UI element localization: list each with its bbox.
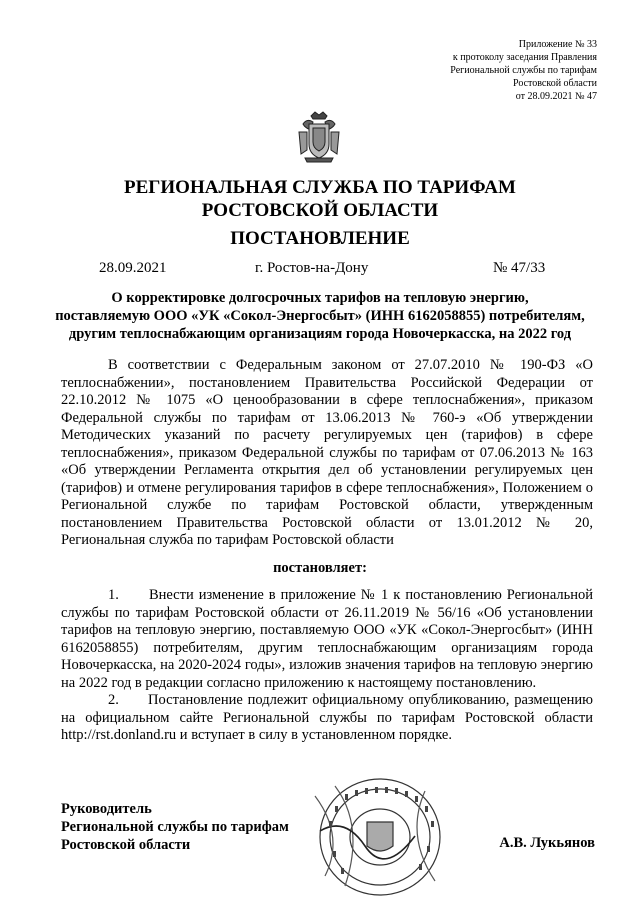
- appendix-line: к протоколу заседания Правления: [452, 52, 597, 63]
- preamble: [61, 357, 593, 550]
- preamble-text: В соответствии с Федеральным законом от 27.07.2010 № 190-ФЗ «О теплоснабжении», постановлением Правительства Российской Федерации от 22.10.2012 № 1075 «О ценообразовании в сфере теплоснабжения», приказом Федеральной службы по тарифам от 13.06.2013 № 760-э «Об утверждении Методических указаний по расчету регулируемых цен (тарифов) в сфере теплоснабжения», приказом Федеральной службы по тарифам от 07.06.2013 № 163 «Об утверждении Регламента открытия дел об установлении регулируемых цен (тарифов) и отмене регулирования тарифов в сфере теплоснабжения», Положением о Региональной службе по тарифам Ростовской области, утвержденным постановлением Правительства Ростовской области от 13.01.2012 № 20, Региональная служба по тарифам Ростовской области: [61, 357, 593, 548]
- resolution-item-1: 1. Внести изменение в приложение № 1 к постановлению Региональной службы по тарифам Ростовской области от 26.11.2019 № 56/16 «Об установлении тарифов на тепловую энергию, поставляемую ООО «УК «Сокол-Энергосбыт» (ИНН 6162058855) потребителям, другим теплоснабжающим организациям города Новочеркасска, на 2020-2024 годы», изложив значения тарифов на тепловую энергию на 2022 год в редакции согласно приложению к настоящему постановлению.: [61, 587, 593, 691]
- appendix-line: Региональной службы по тарифам: [450, 65, 597, 76]
- position-line: Руководитель: [61, 801, 152, 817]
- title-line: поставляемую ООО «УК «Сокол-Энергосбыт» (ИНН 6162058855) потребителям,: [55, 308, 585, 324]
- resolution-items: [61, 587, 593, 745]
- document-title: [40, 289, 600, 343]
- position-line: Ростовской области: [61, 837, 191, 853]
- organization-name: [0, 176, 640, 222]
- appendix-line: Ростовской области: [513, 78, 597, 89]
- document-date: 28.09.2021: [99, 260, 167, 276]
- position-line: Региональной службы по тарифам: [61, 819, 289, 835]
- appendix-note: [450, 38, 597, 103]
- title-line: другим теплоснабжающим организациям города Новочеркасска, на 2022 год: [68, 326, 572, 342]
- title-line: О корректировке долгосрочных тарифов на тепловую энергию,: [111, 290, 529, 306]
- org-line: РЕГИОНАЛЬНАЯ СЛУЖБА ПО ТАРИФАМ: [124, 177, 516, 198]
- signatory-position: [61, 800, 289, 854]
- resolution-item-2: 2. Постановление подлежит официальному опубликованию, размещению на официальном сайте Региональной службы по тарифам Ростовской области http://rst.donland.ru и вступает в силу в установленном порядке.: [61, 692, 593, 743]
- signatory-name: А.В. Лукьянов: [499, 835, 595, 851]
- official-seal-stamp: [305, 776, 455, 898]
- appendix-line: Приложение № 33: [518, 39, 597, 50]
- resolves-heading: постановляет:: [273, 560, 367, 576]
- appendix-line: от 28.09.2021 № 47: [515, 91, 597, 102]
- document-number: № 47/33: [493, 260, 546, 276]
- coat-of-arms-icon: [297, 110, 341, 164]
- org-line: РОСТОВСКОЙ ОБЛАСТИ: [201, 200, 439, 221]
- document-city: г. Ростов-на-Дону: [255, 260, 369, 276]
- document-type: ПОСТАНОВЛЕНИЕ: [230, 228, 410, 249]
